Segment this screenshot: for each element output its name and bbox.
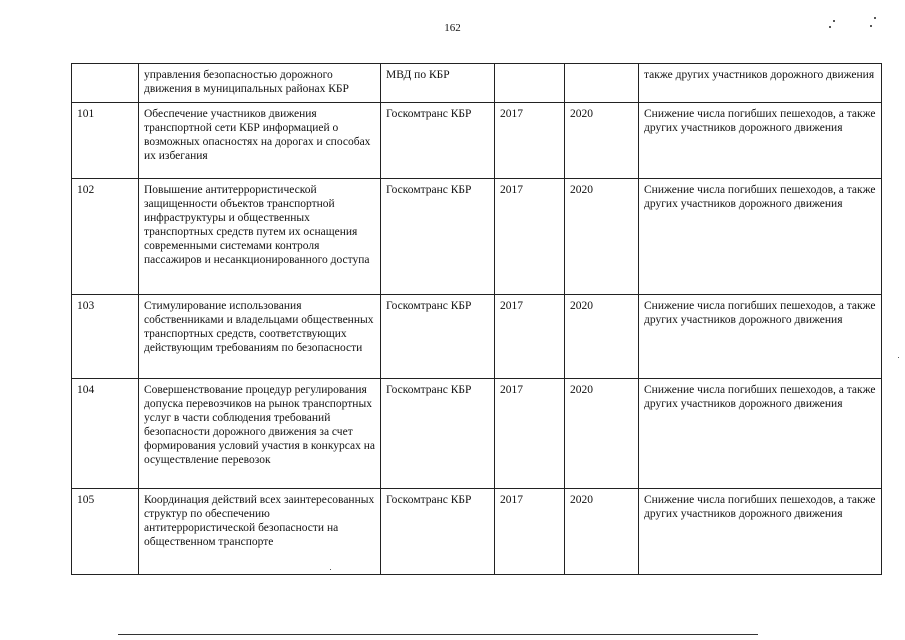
start-year: 2017: [495, 103, 565, 179]
table-row: [72, 379, 882, 489]
scan-speck: [833, 20, 835, 22]
end-year: 2020: [565, 103, 639, 179]
expected-result: Снижение числа погибших пешеходов, а также других участников дорожного движения: [639, 103, 882, 179]
responsible-organization: Госкомтранс КБР: [381, 489, 495, 575]
end-year: 2020: [565, 295, 639, 379]
scan-speck: [870, 25, 872, 27]
table-row: [72, 295, 882, 379]
measure-description: Обеспечение участников движения транспортной сети КБР информацией о возможных опасностях на дорогах и способах их избегания: [139, 103, 381, 179]
responsible-organization: Госкомтранс КБР: [381, 179, 495, 295]
row-number: 101: [72, 103, 139, 179]
end-year: 2020: [565, 379, 639, 489]
measure-description: Повышение антитеррористической защищенности объектов транспортной инфраструктуры и общественных транспортных средств путем их оснащения современными системами контроля пассажиров и несанкционированного доступа: [139, 179, 381, 295]
start-year: 2017: [495, 489, 565, 575]
expected-result: также других участников дорожного движения: [639, 64, 882, 103]
responsible-organization: Госкомтранс КБР: [381, 103, 495, 179]
expected-result: Снижение числа погибших пешеходов, а также других участников дорожного движения: [639, 179, 882, 295]
end-year: 2020: [565, 489, 639, 575]
table-row: [72, 179, 882, 295]
row-number: 103: [72, 295, 139, 379]
footer-rule: [118, 634, 758, 635]
start-year: 2017: [495, 295, 565, 379]
row-number: 105: [72, 489, 139, 575]
table-row: [72, 489, 882, 575]
measure-description: Совершенствование процедур регулирования допуска перевозчиков на рынок транспортных услуг в части соблюдения требований безопасности дорожного движения за счет формирования условий участия в конкурсах на осуществление перевозок: [139, 379, 381, 489]
row-number: 104: [72, 379, 139, 489]
row-number: [72, 64, 139, 103]
expected-result: Снижение числа погибших пешеходов, а также других участников дорожного движения: [639, 489, 882, 575]
responsible-organization: Госкомтранс КБР: [381, 295, 495, 379]
start-year: [495, 64, 565, 103]
expected-result: Снижение числа погибших пешеходов, а также других участников дорожного движения: [639, 379, 882, 489]
start-year: 2017: [495, 179, 565, 295]
end-year: 2020: [565, 179, 639, 295]
table-row: [72, 103, 882, 179]
measures-table: [71, 63, 882, 575]
row-number: 102: [72, 179, 139, 295]
responsible-organization: Госкомтранс КБР: [381, 379, 495, 489]
measure-description: Координация действий всех заинтересованных структур по обеспечению антитеррористической безопасности на общественном транспорте: [139, 489, 381, 575]
end-year: [565, 64, 639, 103]
start-year: 2017: [495, 379, 565, 489]
responsible-organization: МВД по КБР: [381, 64, 495, 103]
measure-description: управления безопасностью дорожного движения в муниципальных районах КБР: [139, 64, 381, 103]
expected-result: Снижение числа погибших пешеходов, а также других участников дорожного движения: [639, 295, 882, 379]
scan-speck: [898, 357, 899, 358]
measure-description: Стимулирование использования собственниками и владельцами общественных транспортных средств, соответствующих действующим требованиям по безопасности: [139, 295, 381, 379]
scan-speck: [874, 17, 876, 19]
page-number: 162: [444, 22, 461, 34]
scan-speck: [829, 26, 831, 28]
table-row: [72, 64, 882, 103]
